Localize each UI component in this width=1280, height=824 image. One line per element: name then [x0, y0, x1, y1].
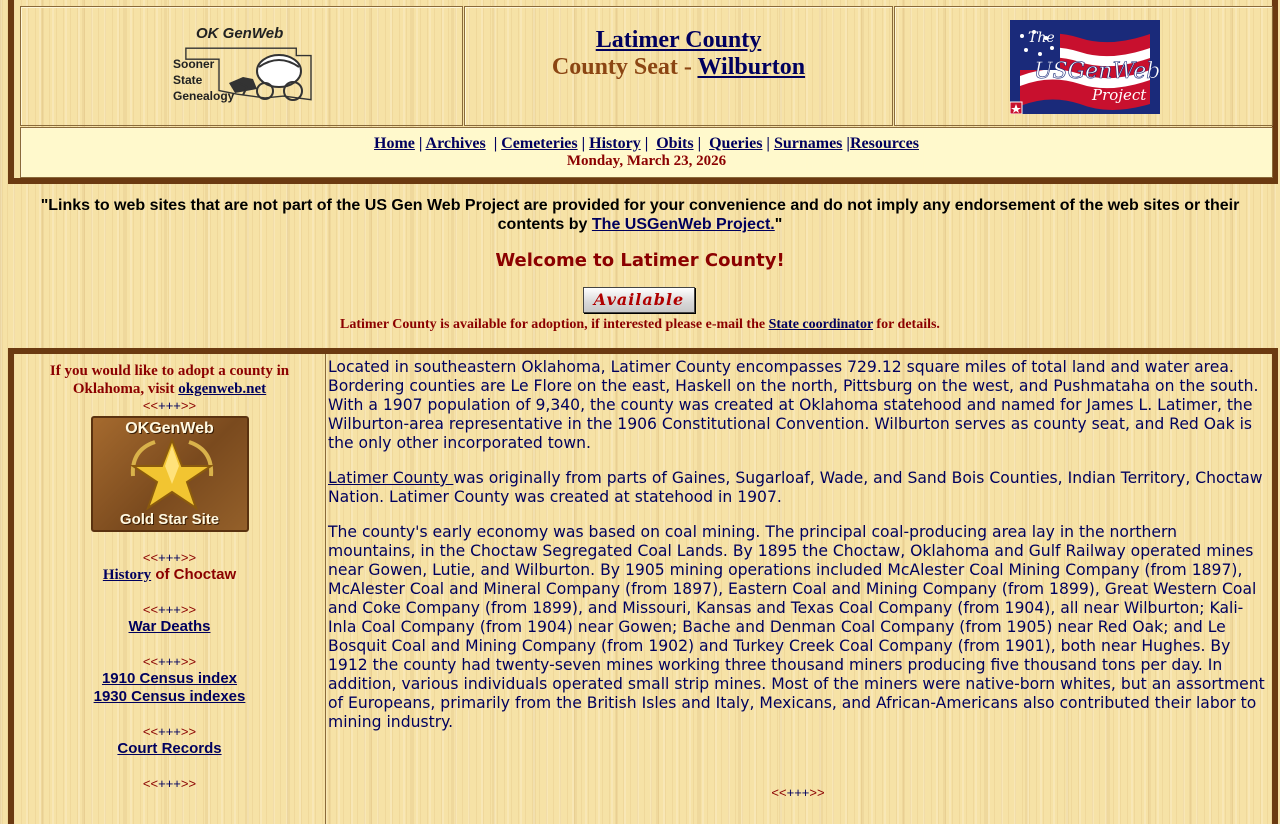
divider-right: >> [180, 398, 197, 413]
county-title-link[interactable]: Latimer County [595, 27, 762, 53]
nav-resources[interactable]: Resources [849, 135, 919, 152]
header-frame [8, 0, 1278, 184]
county-seat-label: County Seat - [551, 54, 698, 80]
content-paragraph-1: Located in southeastern Oklahoma, Latimer County encompasses 729.12 square miles of total land and water area. Bordering counties are Le Flore on the east, Haskell on the north, Pittsburg on the west, and Pushmataha on the south. With a 1907 population of 9,340, the county was created at Oklahoma statehood and named for James L. Latimer, the Wilburton-area representative in the 1906 Constitutional Convention. Wilburton serves as county seat, and Red Oak is the only other incorporated town. [328, 358, 1259, 452]
divider-mid: +++ [158, 654, 181, 669]
divider-mid: +++ [158, 602, 181, 617]
okgenweb-link[interactable]: okgenweb.net [178, 381, 267, 397]
ok-logo-line3: State [173, 73, 203, 87]
adoption-text: Latimer County is available for adoption, if interested please e-mail the [340, 317, 769, 332]
divider-right: >> [809, 785, 825, 800]
divider-left: << [142, 602, 159, 617]
gold-star-subtitle: Gold Star Site [119, 511, 220, 528]
divider-right: >> [180, 550, 197, 565]
sidebar [14, 354, 326, 824]
adoption-text-end: for details. [872, 317, 940, 332]
county-seat-line [465, 54, 892, 81]
nav-queries[interactable]: Queries [709, 135, 763, 152]
gold-star-badge[interactable] [91, 416, 249, 532]
history-rest: of Choctaw [151, 566, 237, 583]
divider [14, 602, 325, 618]
divider-right: >> [180, 602, 197, 617]
welcome-heading: Welcome to Latimer County! [495, 250, 785, 271]
war-deaths-link[interactable]: War Deaths [128, 618, 211, 635]
gold-star-title: OKGenWeb [125, 420, 214, 437]
us-logo-project: Project [1092, 86, 1147, 104]
divider-left: << [142, 654, 159, 669]
divider-left: << [142, 776, 159, 791]
ok-logo-line4: Genealogy [173, 89, 235, 103]
divider-left: << [142, 724, 159, 739]
adopt-county-text [14, 362, 325, 398]
county-seat-link[interactable]: Wilburton [697, 54, 806, 80]
nav-obits[interactable]: Obits [656, 135, 694, 152]
history-link[interactable]: History [102, 567, 152, 583]
nav-home[interactable]: Home [374, 135, 415, 152]
divider [14, 776, 325, 792]
war-deaths-item [14, 618, 325, 636]
state-coordinator-link[interactable]: State coordinator [768, 317, 873, 332]
latimer-county-link[interactable]: Latimer County [328, 469, 454, 487]
us-logo-the: The [1028, 30, 1055, 46]
available-badge [583, 287, 695, 313]
census-1910-item [14, 670, 325, 688]
history-of-choctaw [14, 566, 325, 584]
court-records-link[interactable]: Court Records [117, 740, 222, 757]
nav-cemeteries[interactable]: Cemeteries [501, 135, 578, 152]
ok-logo-line1: OK GenWeb [196, 25, 284, 42]
nav-links: Home | Archives | Cemeteries | History | Obits | Queries | Surnames |Resources [374, 135, 919, 152]
usgenweb-logo[interactable] [1010, 20, 1160, 114]
census-1910-link[interactable]: 1910 Census index [101, 670, 238, 687]
divider-right: >> [180, 724, 197, 739]
disclaimer [30, 196, 1250, 234]
current-date: Monday, March 23, 2026 [566, 153, 727, 169]
page-title [465, 27, 892, 54]
ok-logo-line2: Sooner [173, 57, 215, 71]
content-paragraph-2 [328, 469, 1268, 507]
divider-left: << [771, 785, 787, 800]
us-logo-usgenweb: USGenWeb [1034, 59, 1160, 84]
divider [14, 398, 325, 414]
adopt-county-label: If you would like to adopt a county in Oklahoma, visit [49, 363, 290, 397]
census-1930-item [14, 688, 325, 706]
content-paragraph-3: The county's early economy was based on coal mining. The principal coal-producing area lay in the northern mountains, in the Choctaw Segregated Coal Lands. By 1895 the Choctaw, Oklahoma and Gulf Railway operated mines near Gowen, Lutie, and Wilburton. By 1905 mining operations included McAlester Coal Mining Company (from 1897), McAlester Coal and Mineral Company (from 1897), Eastern Coal and Mining Company (from 1899), Great Western Coal and Coke Company (from 1899), and Missouri, Kansas and Texas Coal Company (from 1904), all near Wilburton; Kali-Inla Coal Company (from 1904) near Gowen; Bache and Denman Coal Company (from 1905) near Red Oak; and Le Bosquit Coal and Mining Company (from 1902) and Turkey Creek Coal Company (from 1901), both near Hughes. By 1912 the county had twenty-seven mines working three thousand miners producing five thousand tons per day. In addition, various individuals operated small strip mines. Most of the miners were native-born whites, but an assortment of Europeans, primarily from the British Isles and Italy, Mexicans, and African-Americans also contributed their labor to mining industry. [328, 523, 1265, 731]
content-paragraph-2-text: was originally from parts of Gaines, Sugarloaf, Wade, and Sand Bois Counties, Indian Territory, Choctaw Nation. Latimer County was created at statehood in 1907. [328, 469, 1263, 506]
disclaimer-end: " [774, 216, 783, 233]
court-records-item [14, 740, 325, 758]
divider-mid: +++ [786, 785, 810, 800]
available-badge-label: Available [593, 290, 685, 309]
divider-mid: +++ [158, 398, 181, 413]
main-content [328, 358, 1268, 748]
header-title-cell [464, 6, 893, 126]
content-divider [328, 785, 1268, 801]
usgenweb-project-link[interactable]: The USGenWeb Project. [591, 216, 775, 233]
nav-surnames[interactable]: Surnames [773, 135, 843, 152]
divider-mid: +++ [158, 550, 181, 565]
okgenweb-logo[interactable] [173, 25, 313, 105]
adoption-notice [0, 317, 1280, 333]
divider-mid: +++ [158, 724, 181, 739]
nav-bar [20, 127, 1273, 178]
header-usgenweb-cell [894, 6, 1273, 126]
divider [14, 550, 325, 566]
disclaimer-text: "Links to web sites that are not part of the US Gen Web Project are provided for your convenience and do not imply any endorsement of the web sites or their contents by [40, 197, 1240, 233]
gold-star-icon [127, 436, 217, 512]
divider-left: << [142, 398, 159, 413]
nav-archives[interactable]: Archives [425, 135, 486, 152]
divider-right: >> [180, 776, 197, 791]
nav-history[interactable]: History [589, 135, 641, 152]
header-logo-cell [20, 6, 463, 126]
census-1930-link[interactable]: 1930 Census indexes [93, 688, 246, 705]
divider-mid: +++ [158, 776, 181, 791]
main-frame [8, 348, 1278, 824]
divider-left: << [142, 550, 159, 565]
divider [14, 654, 325, 670]
divider-right: >> [180, 654, 197, 669]
divider [14, 724, 325, 740]
